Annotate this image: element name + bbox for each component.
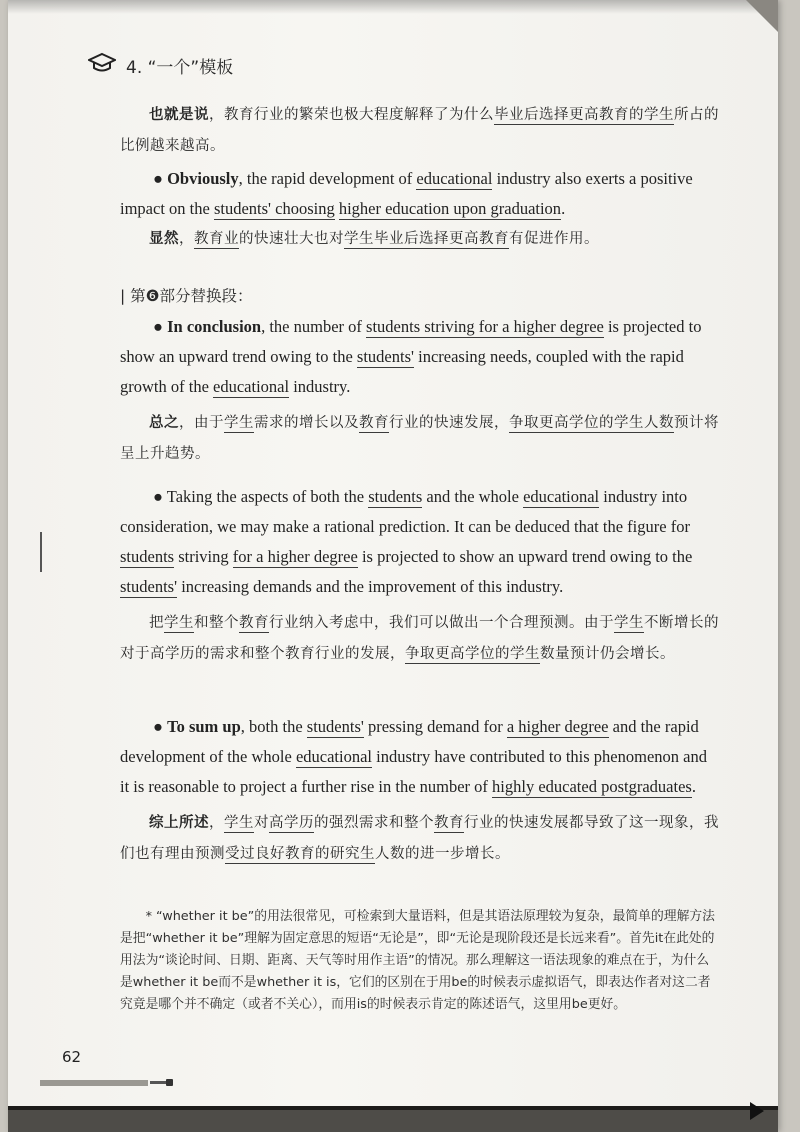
en-underlined: highly educated postgraduates bbox=[492, 777, 692, 796]
cn-lead: 总之 bbox=[149, 415, 179, 431]
en-underlined: higher education upon graduation bbox=[338, 199, 562, 218]
section-6-heading bbox=[120, 284, 720, 306]
cn-text: ，由于 bbox=[179, 415, 224, 431]
cn-text: 行业的快速发展， bbox=[389, 415, 509, 431]
en-text: pressing demand for bbox=[363, 717, 507, 736]
en-underlined: students' choosing bbox=[213, 199, 335, 218]
en-text: , the number of bbox=[261, 317, 367, 336]
en-underlined: educational bbox=[213, 377, 290, 396]
en-text: , both the bbox=[240, 717, 307, 736]
cn-text: 行业纳入考虑中，我们可以做出一个合理预测。由于 bbox=[269, 615, 614, 631]
paragraph-5-en: ● To sum up, both the students' pressing demand for a higher degree and the rapid development of the whole educational industry have contributed to this phenomenon and it is reasonable to project a further rise in the number of highly educated postgraduates. bbox=[120, 717, 707, 796]
en-underlined: educational bbox=[295, 747, 372, 766]
page-number: 62 bbox=[62, 1048, 82, 1066]
cn-underlined: 学生 bbox=[224, 815, 254, 831]
en-underlined: students' bbox=[120, 577, 178, 596]
en-underlined: students' bbox=[306, 717, 364, 736]
en-underlined: students' bbox=[356, 347, 414, 366]
cn-underlined: 教育 bbox=[434, 815, 464, 831]
en-text: increasing demands and the improvement of this industry. bbox=[177, 577, 564, 596]
chapter-header bbox=[88, 52, 233, 79]
en-lead: To sum up bbox=[167, 717, 241, 736]
cn-underlined: 教育 bbox=[359, 415, 389, 431]
cn-lead: 显然 bbox=[149, 231, 179, 247]
cn-underlined: 教育业 bbox=[194, 231, 239, 247]
margin-mark bbox=[40, 532, 42, 572]
en-underlined: educational bbox=[416, 169, 493, 188]
en-text: Taking the aspects of both the bbox=[166, 487, 369, 506]
paragraph-5-cn bbox=[120, 808, 720, 870]
paragraph-4-en: ● Taking the aspects of both the students and the whole educational industry into consideration, we may make a rational prediction. It can be deduced that the figure for students striving for a higher degree is projected to show an upward trend owing to the students' increasing demands and the improvement of this industry. bbox=[120, 487, 693, 596]
cn-text: ， bbox=[179, 231, 194, 247]
en-lead: In conclusion bbox=[167, 317, 262, 336]
paragraph-4-cn bbox=[120, 608, 720, 670]
cn-underlined: 毕业后选择更高教育的学生 bbox=[494, 107, 674, 123]
en-text: is projected to show an upward trend owing to the bbox=[357, 547, 693, 566]
en-text: and the rapid development of the whole bbox=[120, 717, 699, 766]
cn-text: 的强烈需求和整个 bbox=[314, 815, 434, 831]
cn-text: 把 bbox=[149, 615, 164, 631]
page-bottom-shadow bbox=[8, 1110, 778, 1132]
en-text: industry also exerts a positive impact on the bbox=[120, 169, 693, 218]
en-text: is projected to show an upward trend owing to the bbox=[120, 317, 702, 366]
cn-underlined: 教育 bbox=[239, 615, 269, 631]
cn-text: 的快速壮大也对 bbox=[239, 231, 344, 247]
en-underlined: educational bbox=[523, 487, 600, 506]
paragraph-3 bbox=[120, 312, 720, 470]
cn-underlined: 学生 bbox=[614, 615, 644, 631]
cn-underlined: 学生毕业后选择更高教育 bbox=[344, 231, 509, 247]
cn-text: 数量预计仍会增长。 bbox=[540, 646, 675, 662]
paragraph-4 bbox=[120, 482, 720, 670]
cn-underlined: 受过良好教育的研究生 bbox=[225, 846, 375, 862]
section-label: | 第❻部分替换段： bbox=[120, 287, 253, 305]
cn-text: ，教育行业的繁荣也极大程度解释了为什么 bbox=[209, 107, 494, 123]
en-text: , the rapid development of bbox=[238, 169, 417, 188]
graduation-cap-icon bbox=[88, 52, 116, 79]
cn-text: 和整个 bbox=[194, 615, 239, 631]
footnote-text: * “whether it be”的用法很常见，可检索到大量语料，但是其语法原理较为复杂，最简单的理解方法是把“whether it be”理解为固定意思的短语“无论是”，即“无论是现阶段还是长远来看”。首先it在此处的用法为“谈论时间、日期、距离、天气等时用作主语”的情况。那么理解这一语法现象的难点在于，为什么是whether it be而不是whether it is，它们的区别在于用be的时候表示虚拟语气，即表达作者对这二者究竟是哪个并不确定（或者不关心），而用is的时候表示肯定的陈述语气，这里用be更好。 bbox=[120, 909, 715, 1012]
page-corner-fold bbox=[746, 0, 778, 32]
paragraph-3-cn bbox=[120, 408, 720, 470]
en-text: industry into consideration, we may make a rational prediction. It can be deduced that the figure for bbox=[120, 487, 690, 536]
footer-bar bbox=[40, 1080, 148, 1086]
en-text: increasing needs, coupled with the rapid growth of the bbox=[120, 347, 684, 396]
en-text: striving bbox=[174, 547, 233, 566]
en-text: and the whole bbox=[422, 487, 524, 506]
footnote bbox=[120, 906, 720, 1016]
cn-underlined: 争取更高学位的学生 bbox=[405, 646, 540, 662]
page-top-shadow bbox=[8, 0, 778, 14]
cn-text: 不断增长的对于高学历的需求和整个教育行业的发展， bbox=[120, 615, 719, 662]
en-underlined: students bbox=[120, 547, 175, 566]
en-underlined: a higher degree bbox=[506, 717, 609, 736]
en-underlined: for a higher degree bbox=[232, 547, 358, 566]
footer-dot bbox=[166, 1079, 173, 1086]
cn-lead: 综上所述 bbox=[149, 815, 209, 831]
cn-text: 有促进作用。 bbox=[509, 231, 599, 247]
cn-text: ， bbox=[209, 815, 224, 831]
cn-underlined: 学生 bbox=[224, 415, 254, 431]
paragraph-5 bbox=[120, 712, 720, 870]
paragraph-2-cn bbox=[120, 224, 720, 255]
en-text: . bbox=[691, 777, 696, 796]
paragraph-3-en: ● In conclusion, the number of students striving for a higher degree is projected to show an upward trend owing to the students' increasing needs, coupled with the rapid growth of the educational industry. bbox=[120, 317, 702, 396]
en-underlined: students bbox=[368, 487, 423, 506]
cn-text: 人数的进一步增长。 bbox=[375, 846, 510, 862]
paragraph-1-cn bbox=[120, 100, 720, 162]
en-text: . bbox=[561, 199, 566, 218]
cn-text: 对 bbox=[254, 815, 269, 831]
cn-lead: 也就是说 bbox=[149, 107, 209, 123]
cn-text: 需求的增长以及 bbox=[254, 415, 359, 431]
cn-underlined: 争取更高学位的学生人数 bbox=[509, 415, 674, 431]
cn-underlined: 高学历 bbox=[269, 815, 314, 831]
cn-text: 所占的比例越来越高。 bbox=[120, 107, 719, 154]
arrow-marker-icon bbox=[750, 1102, 764, 1120]
paragraph-2 bbox=[120, 164, 720, 255]
paragraph-2-en: ● Obviously, the rapid development of educational industry also exerts a positive impact on the students' choosing higher education upon graduation. bbox=[120, 169, 693, 218]
en-text: industry. bbox=[289, 377, 351, 396]
cn-text: 预计将呈上升趋势。 bbox=[120, 415, 719, 462]
en-text: industry have contributed to this phenomenon and it is reasonable to project a further rise in the number of bbox=[120, 747, 707, 796]
chapter-title: 4. “一个”模板 bbox=[126, 58, 234, 78]
paragraph-1 bbox=[120, 100, 720, 162]
en-underlined: students striving for a higher degree bbox=[366, 317, 604, 336]
cn-text: 行业的快速发展都导致了这一现象，我们也有理由预测 bbox=[120, 815, 719, 862]
cn-underlined: 学生 bbox=[164, 615, 194, 631]
en-lead: Obviously bbox=[167, 169, 239, 188]
